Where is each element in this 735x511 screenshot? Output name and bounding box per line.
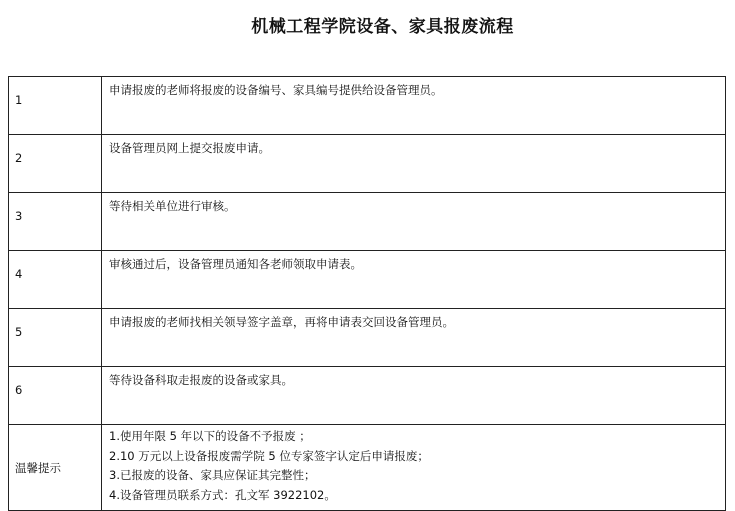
step-description: 等待相关单位进行审核。 — [102, 193, 726, 251]
step-number: 6 — [9, 367, 102, 425]
table-row-step-2 — [9, 135, 726, 193]
tips-list — [102, 425, 726, 511]
tip-item: 3.已报废的设备、家具应保证其完整性； — [109, 468, 316, 482]
step-description: 审核通过后，设备管理员通知各老师领取申请表。 — [102, 251, 726, 309]
table-row-tips — [9, 425, 726, 511]
step-number: 4 — [9, 251, 102, 309]
process-table — [8, 76, 726, 511]
step-number: 1 — [9, 77, 102, 135]
table-row-step-3 — [9, 193, 726, 251]
step-number: 5 — [9, 309, 102, 367]
table-row-step-4 — [9, 251, 726, 309]
table-row-step-1 — [9, 77, 726, 135]
step-description: 申请报废的老师找相关领导签字盖章，再将申请表交回设备管理员。 — [102, 309, 726, 367]
step-description: 等待设备科取走报废的设备或家具。 — [102, 367, 726, 425]
step-description: 申请报废的老师将报废的设备编号、家具编号提供给设备管理员。 — [102, 77, 726, 135]
step-number: 3 — [9, 193, 102, 251]
tip-item: 2.10 万元以上设备报废需学院 5 位专家签字认定后申请报废； — [109, 448, 429, 463]
step-description: 设备管理员网上提交报废申请。 — [102, 135, 726, 193]
document-title: 机械工程学院设备、家具报废流程 — [251, 17, 514, 37]
table-row-step-5 — [9, 309, 726, 367]
tip-item: 1.使用年限 5 年以下的设备不予报废 ； — [109, 429, 311, 443]
tips-label: 温馨提示 — [9, 425, 102, 511]
table-row-step-6 — [9, 367, 726, 425]
tip-item: 4.设备管理员联系方式：孔文军 3922102。 — [109, 487, 336, 502]
step-number: 2 — [9, 135, 102, 193]
